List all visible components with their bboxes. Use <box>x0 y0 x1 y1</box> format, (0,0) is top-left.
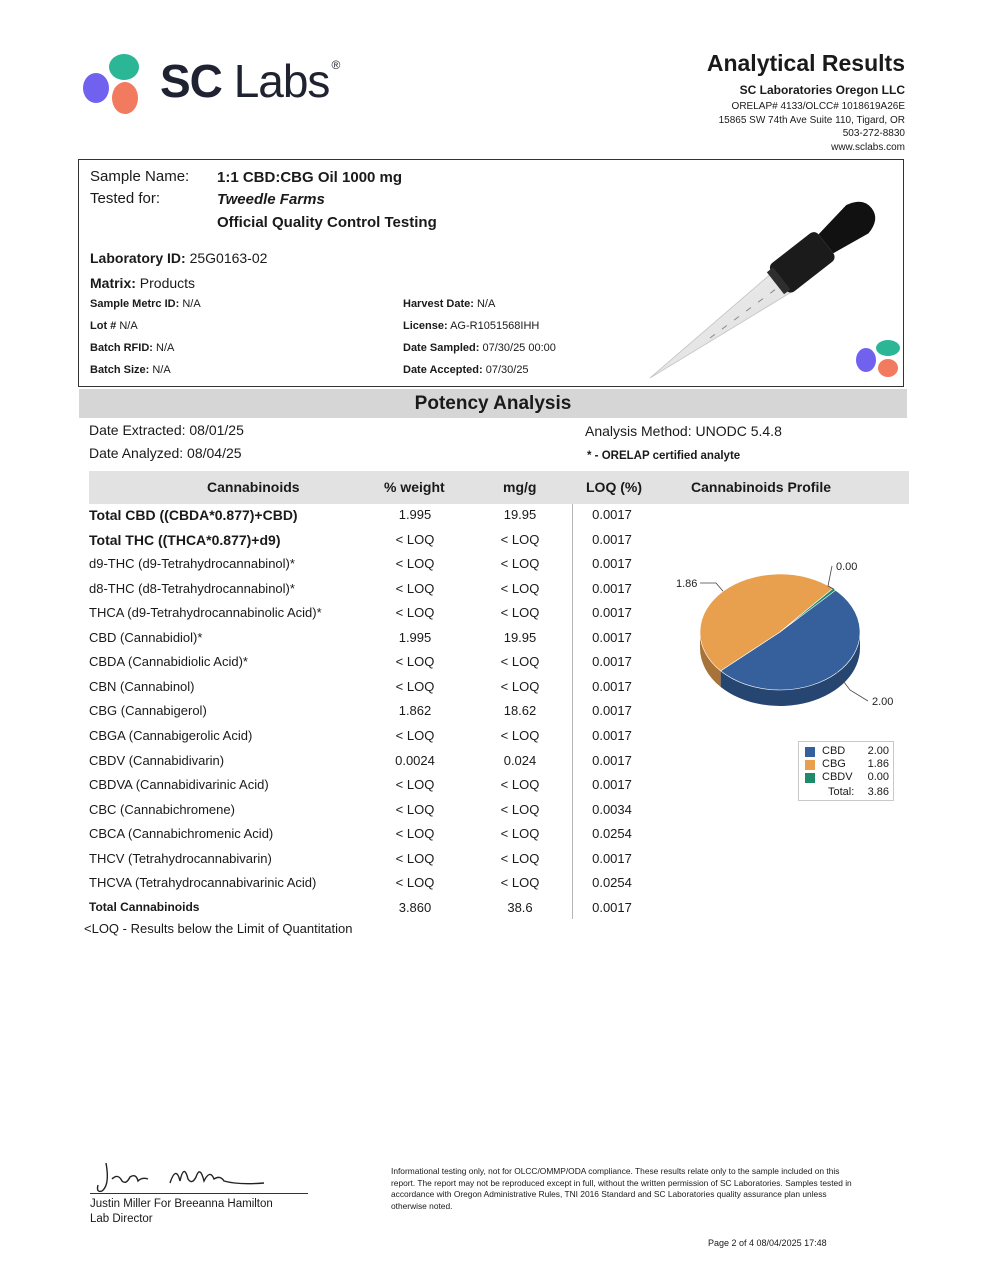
logo-registered: ® <box>331 58 340 72</box>
loq-value: 0.0254 <box>592 826 632 842</box>
matrix <box>90 275 195 291</box>
company-name: SC Laboratories Oregon LLC <box>739 83 905 97</box>
mg-per-g: < LOQ <box>500 654 540 670</box>
mg-per-g: < LOQ <box>500 678 540 694</box>
matrix-value: Products <box>139 275 196 291</box>
col-cannabinoids: Cannabinoids <box>207 479 300 495</box>
table-row <box>89 802 689 827</box>
license-value: AG-R1051568IHH <box>450 320 540 332</box>
lab-id <box>90 250 267 266</box>
tested-for-label: Tested for: <box>90 190 161 207</box>
legend-swatch-cbd <box>805 747 815 757</box>
legend-label-cbd: CBD <box>822 745 846 757</box>
sample-name-value: 1:1 CBD:CBG Oil 1000 mg <box>217 169 403 186</box>
page-number: Page 2 of 4 08/04/2025 17:48 <box>708 1238 827 1248</box>
table-row <box>89 679 689 704</box>
matrix-label: Matrix: <box>90 275 136 291</box>
weight-percent: < LOQ <box>395 777 435 793</box>
legend-item-cbdv <box>805 771 891 784</box>
legend-value-cbg: 1.86 <box>867 758 889 770</box>
rfid-label: Batch RFID: <box>90 342 153 354</box>
logo-mark-icon <box>82 50 154 122</box>
cannabinoid-name: d8-THC (d8-Tetrahydrocannabinol)* <box>89 580 295 596</box>
table-row <box>89 605 689 630</box>
loq-value: 0.0017 <box>592 507 632 522</box>
loq-value: 0.0017 <box>592 605 632 621</box>
weight-percent: < LOQ <box>395 654 435 670</box>
col-profile: Cannabinoids Profile <box>691 479 832 495</box>
loq-value: 0.0017 <box>592 629 632 645</box>
loq-value: 0.0017 <box>592 850 632 866</box>
mg-per-g: < LOQ <box>500 875 540 891</box>
table-row <box>89 556 689 581</box>
loq-value: 0.0254 <box>592 875 632 891</box>
pie-value-label-cbd: 2.00 <box>872 696 894 708</box>
metrc-id-value: N/A <box>182 298 201 310</box>
weight-percent: < LOQ <box>395 605 435 621</box>
orelap-number: ORELAP# 4133/OLCC# 1018619A26E <box>731 101 905 112</box>
harvest-label: Harvest Date: <box>403 298 474 310</box>
lab-website: www.sclabs.com <box>831 141 905 153</box>
mg-per-g: < LOQ <box>500 580 540 596</box>
table-row <box>89 851 689 876</box>
cannabinoid-name: CBDVA (Cannabidivarinic Acid) <box>89 777 269 793</box>
metrc-id-label: Sample Metrc ID: <box>90 298 180 310</box>
cannabinoid-name: CBC (Cannabichromene) <box>89 801 235 817</box>
table-row <box>89 777 689 802</box>
table-row <box>89 753 689 778</box>
cannabinoid-name: THCV (Tetrahydrocannabivarin) <box>89 850 272 866</box>
sampled-value: 07/30/25 00:00 <box>482 342 556 354</box>
license-label: License: <box>403 320 448 332</box>
lab-id-label: Laboratory ID: <box>90 250 186 266</box>
mg-per-g: < LOQ <box>500 605 540 621</box>
legend-total <box>805 786 891 799</box>
certified-note: * - ORELAP certified analyte <box>587 450 741 462</box>
loq-value: 0.0017 <box>592 678 632 694</box>
legend-item-cbd <box>805 745 891 758</box>
cannabinoids-pie-chart <box>660 550 910 730</box>
mg-per-g: 38.6 <box>507 899 533 915</box>
pie-leader-cbg <box>700 583 723 591</box>
date-extracted: Date Extracted: 08/01/25 <box>89 422 244 438</box>
signatory-name: Justin Miller For Breeanna Hamilton <box>90 1198 273 1210</box>
lot-label: Lot # <box>90 320 117 332</box>
rfid-value: N/A <box>156 342 175 354</box>
accepted-label: Date Accepted: <box>403 364 483 376</box>
license <box>403 320 539 332</box>
cannabinoid-name: CBCA (Cannabichromenic Acid) <box>89 826 274 842</box>
weight-percent: < LOQ <box>395 826 435 842</box>
table-row <box>89 581 689 606</box>
table-row <box>89 703 689 728</box>
harvest-date <box>403 298 495 310</box>
cannabinoid-name: CBGA (Cannabigerolic Acid) <box>89 727 253 743</box>
weight-percent: 1.995 <box>398 507 432 522</box>
loq-value: 0.0017 <box>592 531 632 547</box>
legend-swatch-cbdv <box>805 773 815 783</box>
signatory-title: Lab Director <box>90 1213 153 1225</box>
lot-value: N/A <box>119 320 138 332</box>
analysis-method: Analysis Method: UNODC 5.4.8 <box>585 423 782 439</box>
signature-image <box>92 1155 272 1197</box>
lab-address: 15865 SW 74th Ave Suite 110, Tigard, OR <box>718 114 905 126</box>
report-title: Analytical Results <box>706 50 905 76</box>
legend-label-cbdv: CBDV <box>822 771 853 783</box>
mg-per-g: 19.95 <box>503 629 537 645</box>
loq-footnote: <LOQ - Results below the Limit of Quantitation <box>84 921 353 936</box>
loq-value: 0.0017 <box>592 752 632 768</box>
batch-size-value: N/A <box>152 364 171 376</box>
pie-value-label-cbg: 1.86 <box>676 578 698 590</box>
loq-value: 0.0017 <box>592 556 632 572</box>
cannabinoid-name: THCVA (Tetrahydrocannabivarinic Acid) <box>89 875 317 891</box>
legend-value-cbd: 2.00 <box>867 745 889 757</box>
weight-percent: 1.995 <box>398 629 432 645</box>
cannabinoid-name: Total Cannabinoids <box>89 899 200 914</box>
mg-per-g: < LOQ <box>500 850 540 866</box>
loq-value: 0.0017 <box>592 654 632 670</box>
sample-name-label: Sample Name: <box>90 168 190 185</box>
weight-percent: 1.862 <box>398 703 432 719</box>
table-row <box>89 532 689 557</box>
cannabinoid-name: CBDV (Cannabidivarin) <box>89 752 225 768</box>
legend-value-cbdv: 0.00 <box>867 771 889 783</box>
mg-per-g: < LOQ <box>500 727 540 743</box>
potency-analysis-title: Potency Analysis <box>79 389 907 418</box>
loq-value: 0.0017 <box>592 727 632 743</box>
loq-value: 0.0034 <box>592 801 632 817</box>
pie-value-label-cbdv: 0.00 <box>836 561 858 573</box>
weight-percent: < LOQ <box>395 727 435 743</box>
pie-legend <box>798 741 894 801</box>
mg-per-g: < LOQ <box>500 777 540 793</box>
lab-phone: 503-272-8830 <box>842 128 905 139</box>
table-row <box>89 875 689 900</box>
date-accepted <box>403 364 529 376</box>
legend-swatch-cbg <box>805 760 815 770</box>
product-image <box>640 188 902 384</box>
cannabinoid-name: Total THC ((THCA*0.877)+d9) <box>89 531 281 548</box>
table-row <box>89 728 689 753</box>
mg-per-g: < LOQ <box>500 556 540 572</box>
loq-value: 0.0017 <box>592 899 632 915</box>
legend-total-label: Total: <box>828 786 855 798</box>
table-row <box>89 826 689 851</box>
harvest-value: N/A <box>476 298 496 310</box>
lab-id-value: 25G0163-02 <box>189 250 268 266</box>
mg-per-g: 19.95 <box>503 507 537 522</box>
weight-percent: < LOQ <box>395 875 435 891</box>
cannabinoid-name: THCA (d9-Tetrahydrocannabinolic Acid)* <box>89 605 322 621</box>
disclaimer: Informational testing only, not for OLCC/OMMP/ODA compliance. These results relate only to the sample included on this report. The report may not be reproduced except in full, without the written permission of SC Laboratories. Samples tested in accordance with Oregon Administrative Rules, TNI 2016 Standard and SC Laboratories quality assurance plan unless otherwise noted. <box>391 1166 852 1211</box>
loq-value: 0.0017 <box>592 777 632 793</box>
weight-percent: < LOQ <box>395 678 435 694</box>
cannabinoid-name: CBD (Cannabidiol)* <box>89 629 203 645</box>
legend-item-cbg <box>805 758 891 771</box>
tested-for-value: Tweedle Farms <box>217 191 325 208</box>
cannabinoid-name: Total CBD ((CBDA*0.877)+CBD) <box>89 507 298 523</box>
date-sampled <box>403 342 556 354</box>
legend-total-value: 3.86 <box>867 786 889 798</box>
date-analyzed: Date Analyzed: 08/04/25 <box>89 445 242 461</box>
legend-label-cbg: CBG <box>822 758 846 770</box>
weight-percent: 3.860 <box>398 899 432 915</box>
logo-text-bold: SC <box>160 55 222 107</box>
table-row <box>89 630 689 655</box>
weight-percent: < LOQ <box>395 801 435 817</box>
col-loq: LOQ (%) <box>586 479 642 495</box>
weight-percent: 0.0024 <box>395 752 435 768</box>
table-row <box>89 654 689 679</box>
loq-value: 0.0017 <box>592 580 632 596</box>
cannabinoid-name: CBDA (Cannabidiolic Acid)* <box>89 654 248 670</box>
batch-size-label: Batch Size: <box>90 364 150 376</box>
batch-rfid <box>90 342 174 354</box>
signature-line <box>90 1193 308 1194</box>
logo-text-light: Labs <box>233 55 330 107</box>
cannabinoid-name: CBG (Cannabigerol) <box>89 703 207 719</box>
mg-per-g: 0.024 <box>503 752 537 768</box>
cannabinoid-name: CBN (Cannabinol) <box>89 678 195 694</box>
batch-size <box>90 364 171 376</box>
weight-percent: < LOQ <box>395 531 435 547</box>
sc-labs-logo <box>82 50 372 122</box>
loq-value: 0.0017 <box>592 703 632 719</box>
table-header <box>89 471 909 504</box>
mg-per-g: 18.62 <box>503 703 537 719</box>
metrc-id <box>90 298 201 310</box>
testing-type: Official Quality Control Testing <box>217 214 437 231</box>
accepted-value: 07/30/25 <box>485 364 529 376</box>
sampled-label: Date Sampled: <box>403 342 480 354</box>
table-row <box>89 507 689 532</box>
col-mgg: mg/g <box>503 479 537 495</box>
cannabinoid-name: d9-THC (d9-Tetrahydrocannabinol)* <box>89 556 295 572</box>
weight-percent: < LOQ <box>395 580 435 596</box>
mg-per-g: < LOQ <box>500 531 540 547</box>
lab-info <box>545 50 905 154</box>
mg-per-g: < LOQ <box>500 801 540 817</box>
col-weight: % weight <box>384 479 445 495</box>
mg-per-g: < LOQ <box>500 826 540 842</box>
weight-percent: < LOQ <box>395 556 435 572</box>
weight-percent: < LOQ <box>395 850 435 866</box>
lot-number <box>90 320 138 332</box>
